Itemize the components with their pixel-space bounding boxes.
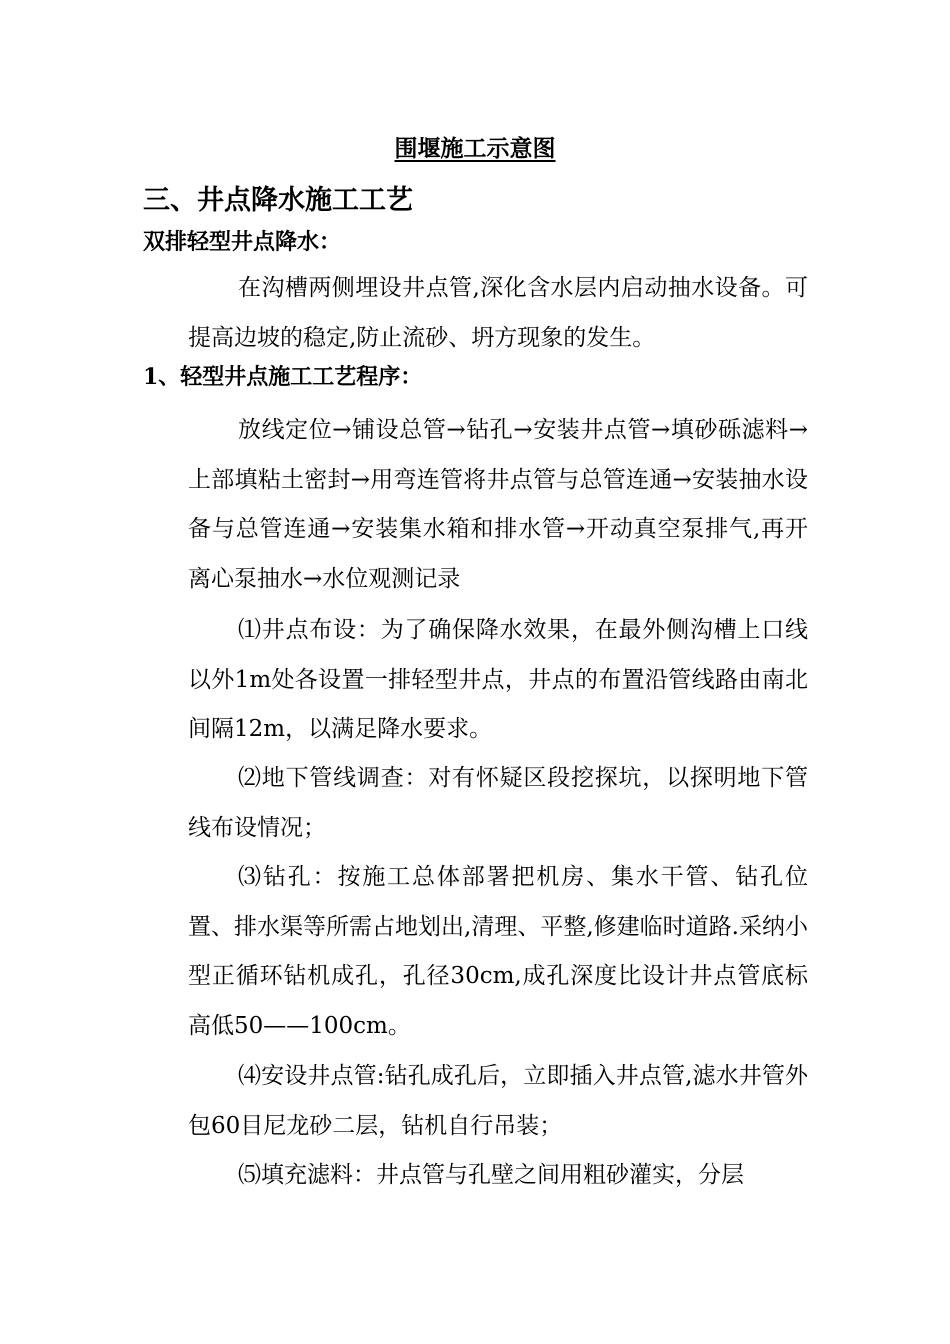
subheading: 双排轻型井点降水： <box>143 229 342 255</box>
section-heading: 三、井点降水施工工艺 <box>143 185 413 216</box>
item-paragraph: ⑶钻孔：按施工总体部署把机房、集水干管、钻孔位置、排水渠等所需占地划出,清理、平整,修建临时道路.采纳小型正循环钻机成孔，孔径30cm,成孔深度比设计井点管底标高低50——100cm。 <box>188 864 808 1039</box>
item-paragraph: ⑴井点布设：为了确保降水效果，在最外侧沟槽上口线以外1m处各设置一排轻型井点，井点的布置沿管线路由南北间隔12m，以满足降水要求。 <box>188 617 808 742</box>
step-heading: 1、轻型井点施工工艺程序： <box>143 364 423 390</box>
item-paragraph: ⑸填充滤料：井点管与孔壁之间用粗砂灌实，分层 <box>238 1162 744 1188</box>
item-paragraph: ⑵地下管线调查：对有怀疑区段挖探坑，以探明地下管线布设情况； <box>188 765 808 841</box>
figure-caption: 围堰施工示意图 <box>394 135 556 162</box>
procedure-paragraph: 放线定位→铺设总管→钻孔→安装井点管→填砂砾滤料→上部填粘土密封→用弯连管将井点管与总管连通→安装抽水设备与总管连通→安装集水箱和排水管→开动真空泵排气,再开离心泵抽水→水位观测记录 <box>188 417 808 592</box>
item-paragraph: ⑷安设井点管:钻孔成孔后，立即插入井点管,滤水井管外包60目尼龙砂二层，钻机自行吊装； <box>188 1063 808 1139</box>
intro-paragraph: 在沟槽两侧埋设井点管,深化含水层内启动抽水设备。可提高边坡的稳定,防止流砂、坍方现象的发生。 <box>188 275 808 351</box>
